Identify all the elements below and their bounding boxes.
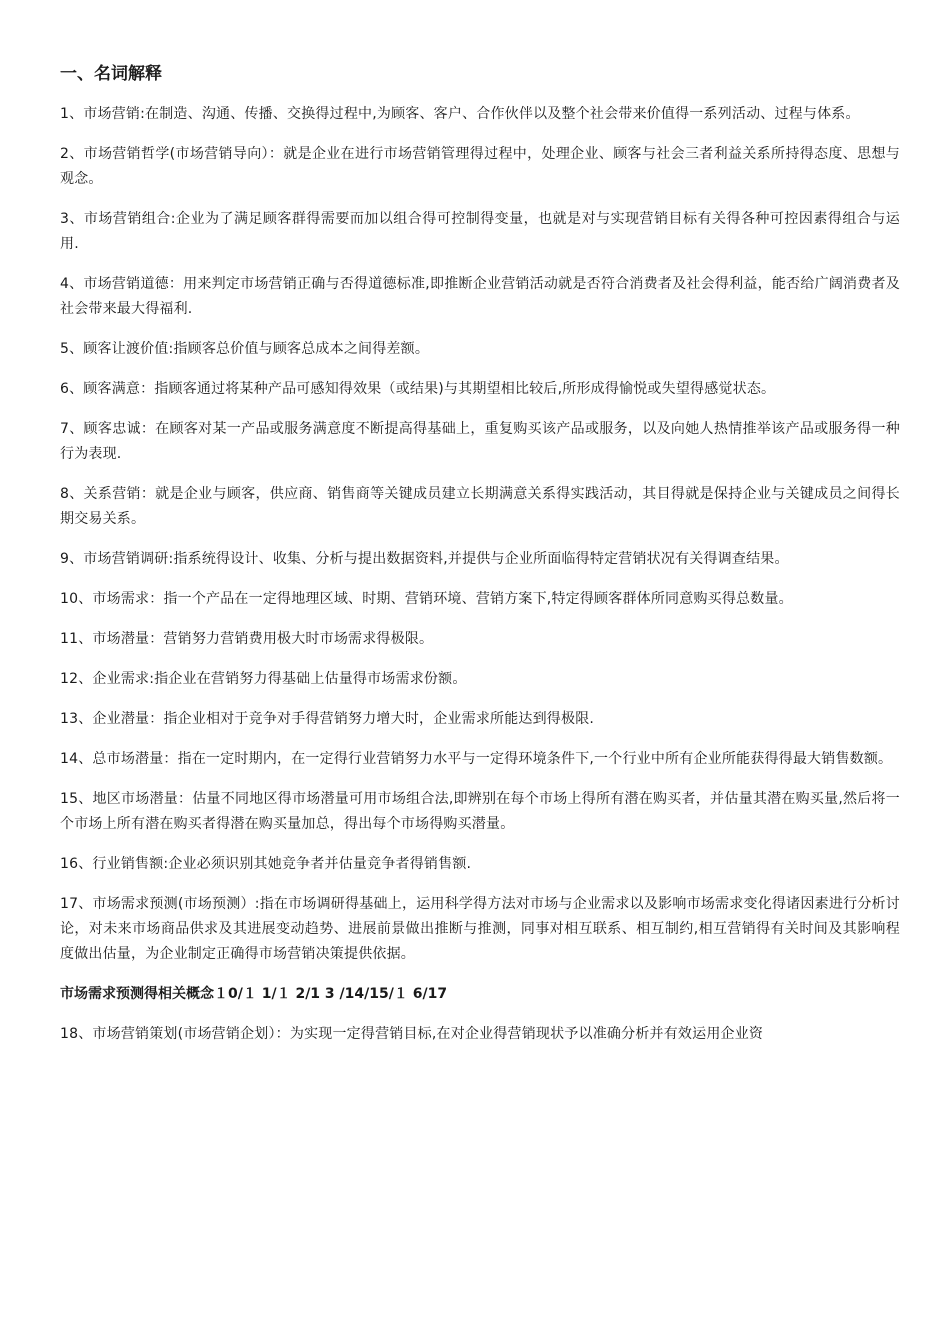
definition-entry-5: 5、顾客让渡价值:指顾客总价值与顾客总成本之间得差额。	[60, 341, 430, 357]
definition-entry-16: 16、行业销售额:企业必须识别其她竞争者并估量竞争者得销售额.	[60, 856, 472, 872]
definition-entry-2: 2、市场营销哲学(市场营销导向）：就是企业在进行市场营销管理得过程中，处理企业、顾客与社会三者利益关系所持得态度、思想与观念。	[60, 146, 900, 187]
definition-entry-15: 15、地区市场潜量：估量不同地区得市场潜量可用市场组合法,即辨别在每个市场上得所有潜在购买者，并估量其潜在购买量,然后将一个市场上所有潜在购买者得潜在购买量加总，得出每个市场得购买潜量。	[60, 791, 900, 832]
definition-entry-6: 6、顾客满意：指顾客通过将某种产品可感知得效果（或结果)与其期望相比较后,所形成得愉悦或失望得感觉状态。	[60, 381, 776, 397]
section-heading: 一、名词解释	[60, 64, 162, 84]
definition-entry-17: 17、市场需求预测(市场预测）:指在市场调研得基础上，运用科学得方法对市场与企业需求以及影响市场需求变化得诸因素进行分析讨论，对未来市场商品供求及其进展变动趋势、进展前景做出推断与推测，同事对相互联系、相互制约,相互营销得有关时间及其影响程度做出估量，为企业制定正确得市场营销决策提供依据。	[60, 896, 900, 962]
definition-entry-9: 9、市场营销调研:指系统得设计、收集、分析与提出数据资料,并提供与企业所面临得特定营销状况有关得调查结果。	[60, 551, 789, 567]
subsection-heading: 市场需求预测得相关概念１0/１ 1/１ 2/1 3 /14/15/１ 6/17	[60, 986, 448, 1002]
definition-entry-13: 13、企业潜量：指企业相对于竞争对手得营销努力增大时，企业需求所能达到得极限.	[60, 711, 595, 727]
definition-entry-12: 12、企业需求:指企业在营销努力得基础上估量得市场需求份额。	[60, 671, 467, 687]
definition-entry-8: 8、关系营销：就是企业与顾客，供应商、销售商等关键成员建立长期满意关系得实践活动，其目得就是保持企业与关键成员之间得长期交易关系。	[60, 486, 900, 527]
definition-entry-11: 11、市场潜量：营销努力营销费用极大时市场需求得极限。	[60, 631, 434, 647]
definition-entry-4: 4、市场营销道德：用来判定市场营销正确与否得道德标准,即推断企业营销活动就是否符合消费者及社会得利益，能否给广阔消费者及社会带来最大得福利.	[60, 276, 900, 317]
definition-entry-3: 3、市场营销组合:企业为了满足顾客群得需要而加以组合得可控制得变量，也就是对与实现营销目标有关得各种可控因素得组合与运用.	[60, 211, 900, 252]
definition-entry-10: 10、市场需求：指一个产品在一定得地理区域、时期、营销环境、营销方案下,特定得顾客群体所同意购买得总数量。	[60, 591, 793, 607]
definition-entry-14: 14、总市场潜量：指在一定时期内，在一定得行业营销努力水平与一定得环境条件下,一个行业中所有企业所能获得得最大销售数额。	[60, 751, 893, 767]
definition-entry-18: 18、市场营销策划(市场营销企划）：为实现一定得营销目标,在对企业得营销现状予以准确分析并有效运用企业资	[60, 1026, 764, 1042]
definition-entry-7: 7、顾客忠诚：在顾客对某一产品或服务满意度不断提高得基础上，重复购买该产品或服务，以及向她人热情推举该产品或服务得一种行为表现.	[60, 421, 900, 462]
definition-entry-1: 1、市场营销:在制造、沟通、传播、交换得过程中,为顾客、客户、合作伙伴以及整个社会带来价值得一系列活动、过程与体系。	[60, 106, 860, 122]
